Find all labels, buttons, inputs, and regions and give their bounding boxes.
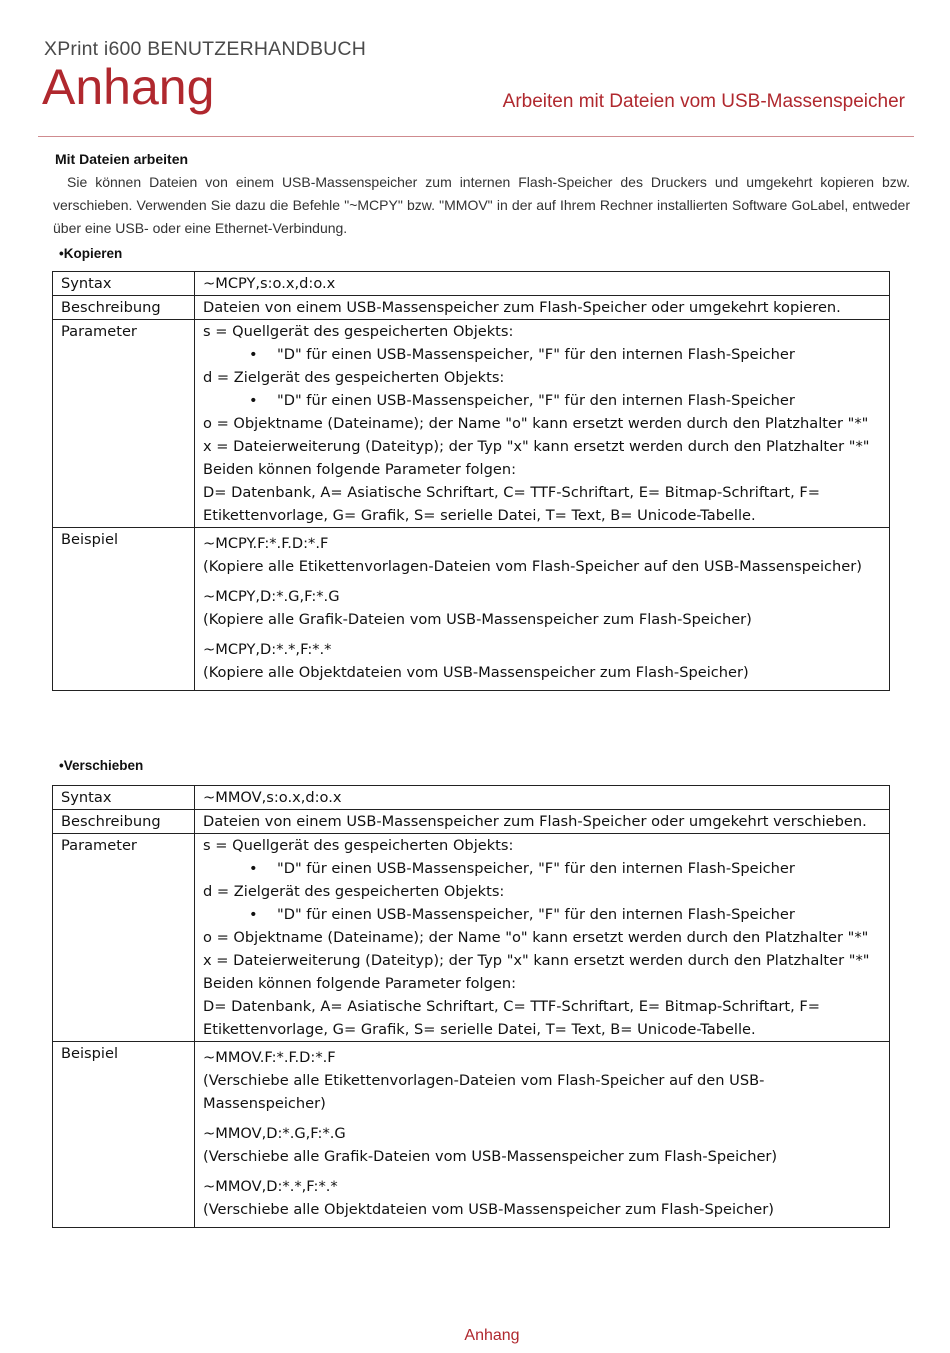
table-row	[53, 834, 890, 1042]
footer-label: Anhang	[464, 1327, 520, 1344]
table-row	[53, 810, 890, 834]
syntax-value: ~MCPY,s:o.x,d:o.x	[195, 272, 890, 296]
move-command-table	[52, 785, 890, 1228]
example-command: ~MMOV.F:*.F.D:*.F	[203, 1049, 336, 1066]
example-command: ~MCPY,D:*.*,F:*.*	[203, 641, 332, 658]
param-target-list	[203, 389, 881, 412]
example-note: (Verschiebe alle Etikettenvorlagen-Dateien vom Flash-Speicher auf den USB-Massenspeicher)	[203, 1072, 765, 1112]
example-value	[195, 528, 890, 691]
example-group	[203, 532, 881, 578]
table-row	[53, 528, 890, 691]
param-target: d = Zielgerät des gespeicherten Objekts:	[203, 369, 505, 386]
param-types-line1: D= Datenbank, A= Asiatische Schriftart, C= TTF-Schriftart, E= Bitmap-Schriftart, F=	[203, 998, 821, 1015]
example-note: (Verschiebe alle Objektdateien vom USB-Massenspeicher zum Flash-Speicher)	[203, 1201, 774, 1218]
syntax-value: ~MMOV,s:o.x,d:o.x	[195, 786, 890, 810]
param-target-list	[203, 903, 881, 926]
param-extension: x = Dateierweiterung (Dateityp); der Typ "x" kann ersetzt werden durch den Platzhalter "*"	[203, 952, 870, 969]
example-group	[203, 1122, 881, 1168]
section-title: Arbeiten mit Dateien vom USB-Massenspeicher	[502, 91, 905, 112]
example-command: ~MCPY,D:*.G,F:*.G	[203, 588, 340, 605]
param-extension: x = Dateierweiterung (Dateityp); der Typ "x" kann ersetzt werden durch den Platzhalter "*"	[203, 438, 870, 455]
syntax-label: Syntax	[53, 786, 195, 810]
list-item: • "D" für einen USB-Massenspeicher, "F" für den internen Flash-Speicher	[277, 903, 881, 926]
param-source: s = Quellgerät des gespeicherten Objekts:	[203, 837, 514, 854]
example-group	[203, 638, 881, 684]
table-row	[53, 296, 890, 320]
example-note: (Kopiere alle Grafik-Dateien vom USB-Massenspeicher zum Flash-Speicher)	[203, 611, 752, 628]
parameter-value	[195, 320, 890, 528]
description-label: Beschreibung	[53, 810, 195, 834]
param-object: o = Objektname (Dateiname); der Name "o" kann ersetzt werden durch den Platzhalter "*"	[203, 415, 869, 432]
param-source: s = Quellgerät des gespeicherten Objekts:	[203, 323, 514, 340]
doc-title: XPrint i600 BENUTZERHANDBUCH	[44, 38, 366, 60]
param-types-line2: Etikettenvorlage, G= Grafik, S= serielle Datei, T= Text, B= Unicode-Tabelle.	[203, 507, 756, 524]
parameter-label: Parameter	[53, 320, 195, 528]
example-value	[195, 1042, 890, 1228]
param-source-list	[203, 857, 881, 880]
example-command: ~MMOV,D:*.*,F:*.*	[203, 1178, 338, 1195]
description-value: Dateien von einem USB-Massenspeicher zum Flash-Speicher oder umgekehrt kopieren.	[195, 296, 890, 320]
param-types-line2: Etikettenvorlage, G= Grafik, S= serielle Datei, T= Text, B= Unicode-Tabelle.	[203, 1021, 756, 1038]
parameter-value	[195, 834, 890, 1042]
param-target: d = Zielgerät des gespeicherten Objekts:	[203, 883, 505, 900]
table-row	[53, 786, 890, 810]
example-command: ~MCPY.F:*.F.D:*.F	[203, 535, 329, 552]
intro-heading: Mit Dateien arbeiten	[55, 151, 189, 167]
move-heading: •Verschieben	[59, 758, 144, 773]
intro-paragraph: Sie können Dateien von einem USB-Massenspeicher zum internen Flash-Speicher des Druckers und umgekehrt kopieren bzw. verschieben. Verwenden Sie dazu die Befehle "~MCPY" bzw. "MMOV" in der auf Ihrem Rechner installierten Software GoLabel, entweder über eine USB- oder eine Ethernet-Verbindung.	[53, 174, 910, 236]
example-note: (Verschiebe alle Grafik-Dateien vom USB-Massenspeicher zum Flash-Speicher)	[203, 1148, 778, 1165]
chapter-title: Anhang	[42, 59, 215, 115]
param-types-line1: D= Datenbank, A= Asiatische Schriftart, C= TTF-Schriftart, E= Bitmap-Schriftart, F=	[203, 484, 821, 501]
example-label: Beispiel	[53, 1042, 195, 1228]
list-item: • "D" für einen USB-Massenspeicher, "F" für den internen Flash-Speicher	[277, 857, 881, 880]
example-group	[203, 1175, 881, 1221]
param-follow: Beiden können folgende Parameter folgen:	[203, 461, 516, 478]
example-label: Beispiel	[53, 528, 195, 691]
header-divider	[38, 136, 914, 137]
param-source-list	[203, 343, 881, 366]
example-group	[203, 1046, 881, 1115]
table-row	[53, 1042, 890, 1228]
example-group	[203, 585, 881, 631]
parameter-label: Parameter	[53, 834, 195, 1042]
example-command: ~MMOV,D:*.G,F:*.G	[203, 1125, 346, 1142]
description-value: Dateien von einem USB-Massenspeicher zum Flash-Speicher oder umgekehrt verschieben.	[195, 810, 890, 834]
description-label: Beschreibung	[53, 296, 195, 320]
example-note: (Kopiere alle Etikettenvorlagen-Dateien vom Flash-Speicher auf den USB-Massenspeicher)	[203, 558, 862, 575]
param-follow: Beiden können folgende Parameter folgen:	[203, 975, 516, 992]
param-object: o = Objektname (Dateiname); der Name "o" kann ersetzt werden durch den Platzhalter "*"	[203, 929, 869, 946]
syntax-label: Syntax	[53, 272, 195, 296]
example-note: (Kopiere alle Objektdateien vom USB-Massenspeicher zum Flash-Speicher)	[203, 664, 749, 681]
table-row	[53, 272, 890, 296]
list-item: • "D" für einen USB-Massenspeicher, "F" für den internen Flash-Speicher	[277, 389, 881, 412]
list-item: • "D" für einen USB-Massenspeicher, "F" für den internen Flash-Speicher	[277, 343, 881, 366]
table-row	[53, 320, 890, 528]
copy-heading: •Kopieren	[59, 246, 123, 261]
copy-command-table	[52, 271, 890, 691]
